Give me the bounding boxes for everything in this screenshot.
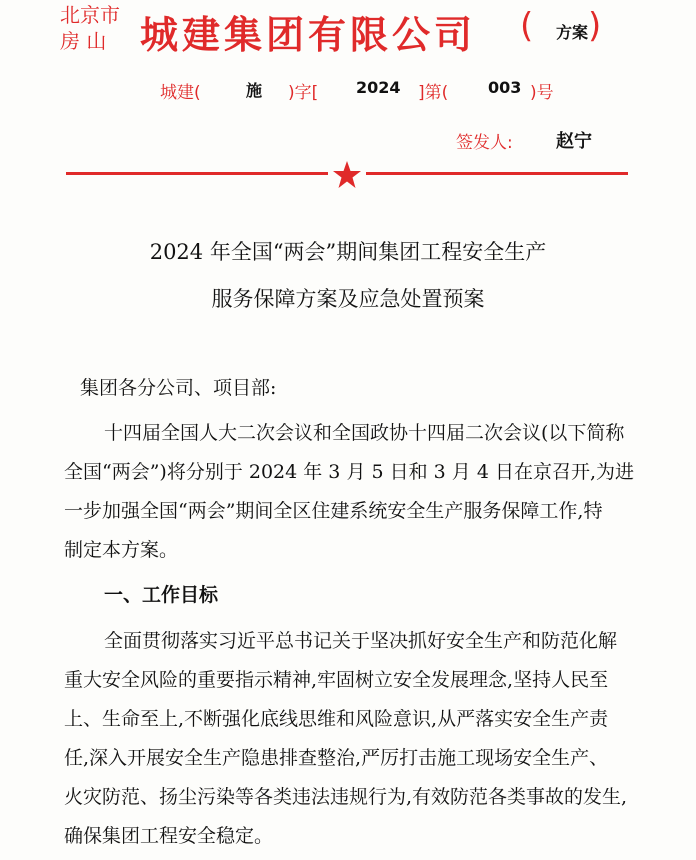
section1-heading: 一、工作目标 bbox=[104, 584, 219, 606]
header-city-bottom: 房 山 bbox=[60, 29, 107, 53]
section1-line-3: 上、生命至上,不断强化底线思维和风险意识,从严落实安全生产责 bbox=[64, 708, 609, 730]
intro-line-4: 制定本方案。 bbox=[64, 539, 179, 561]
intro-line-2: 全国“两会”)将分别于 2024 年 3 月 5 日和 3 月 4 日在京召开,为进 bbox=[64, 461, 634, 483]
docno-suffix: )号 bbox=[530, 83, 554, 103]
salutation: 集团各分公司、项目部: bbox=[80, 377, 277, 399]
docno-number: 003 bbox=[488, 78, 522, 97]
header-open-paren: ( bbox=[520, 6, 534, 46]
section1-line-4: 任,深入开展安全生产隐患排查整治,严厉打击施工现场安全生产、 bbox=[64, 747, 609, 769]
section1-line-5: 火灾防范、扬尘污染等各类违法违规行为,有效防范各类事故的发生, bbox=[64, 786, 628, 808]
doc-title-line1: 2024 年全国“两会”期间集团工程安全生产 bbox=[149, 240, 547, 264]
header-doc-type: 方案 bbox=[556, 23, 589, 42]
doc-title-line2: 服务保障方案及应急处置预案 bbox=[211, 287, 485, 311]
docno-year: 2024 bbox=[356, 78, 401, 97]
docno-mid1: )字[ bbox=[288, 83, 319, 103]
issuer-name: 赵宁 bbox=[556, 131, 592, 152]
section1-line-2: 重大安全风险的重要指示精神,牢固树立安全发展理念,坚持人民至 bbox=[64, 669, 609, 691]
separator-line-right bbox=[366, 172, 628, 175]
header-city-top: 北京市 bbox=[60, 3, 120, 27]
docno-category: 施 bbox=[246, 81, 263, 100]
docno-prefix: 城建( bbox=[160, 83, 201, 103]
intro-line-1: 十四届全国人大二次会议和全国政协十四届二次会议(以下简称 bbox=[104, 422, 625, 444]
separator-line-left bbox=[66, 172, 328, 175]
section1-line-1: 全面贯彻落实习近平总书记关于坚决抓好安全生产和防范化解 bbox=[104, 630, 618, 652]
docno-mid2: ]第( bbox=[418, 83, 449, 103]
header-close-paren: ) bbox=[588, 6, 602, 46]
header-org-name: 城建集团有限公司 bbox=[140, 13, 477, 57]
issuer-label: 签发人: bbox=[456, 133, 513, 153]
intro-line-3: 一步加强全国“两会”期间全区住建系统安全生产服务保障工作,特 bbox=[64, 500, 603, 522]
star-icon bbox=[332, 160, 362, 190]
section1-line-6: 确保集团工程安全稳定。 bbox=[64, 825, 274, 847]
